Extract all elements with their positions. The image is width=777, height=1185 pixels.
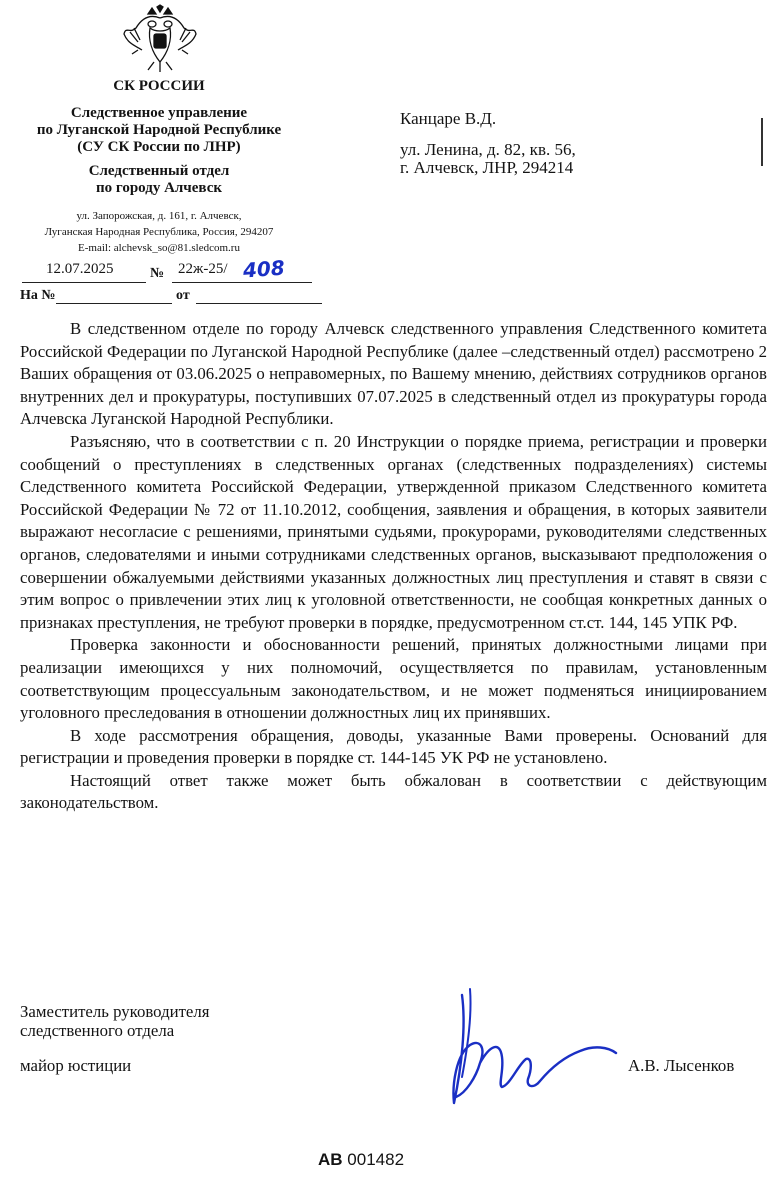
body-paragraph-5: Настоящий ответ также может быть обжалован в соответствии с действующим законодательством. (20, 770, 767, 813)
agency-name: СК РОССИИ (113, 78, 205, 94)
recipient-name: Канцаре В.Д. (400, 109, 497, 128)
form-serial-series: АВ (318, 1150, 343, 1169)
body-paragraph-3: Проверка законности и обоснованности решений, принятых должностными лицами при реализации имеющихся у них полномочий, осуществляется по правилам, установленным соответствующим процессуальным законодательством, и не может подменяться инициированием уголовного преследования в отношении должностных лиц их принявших. (20, 635, 767, 723)
body-paragraph-2: Разъясняю, что в соответствии с п. 20 Инструкции о порядке приема, регистрации и проверки сообщений о преступлениях в следственных органах (следственных подразделениях) системы Следственного комитета Российской Федерации, утвержденной приказом Следственного комитета Российской Федерации № 72 от 11.10.2012, сообщения, заявления и обращения, в которых заявители выражают несогласие с решениями, принятыми судьями, прокурорами, руководителями следственных органов, следователями и иными сотрудниками следственных органов, высказывают предположения о совершении обжалуемыми действиями указанных должностных лиц преступления и ставят в связи с этим вопрос о привлечении этих лиц к уголовной ответственности, не сообщая конкретных данных о признаках преступления, не требуют проверки в порядке, предусмотренном ст.ст. 144, 145 УПК РФ. (20, 431, 767, 632)
signer-name: А.В. Лысенков (628, 1056, 735, 1075)
office-email: E-mail: alchevsk_so@81.sledcom.ru (78, 242, 240, 254)
recipient-street: ул. Ленина, д. 82, кв. 56, (400, 140, 576, 159)
ref-label: На № (20, 288, 56, 303)
office-address-line1: ул. Запорожская, д. 161, г. Алчевск, (76, 210, 242, 222)
office-line2: по городу Алчевск (95, 180, 223, 196)
coat-of-arms-emblem (120, 4, 200, 74)
signer-rank: майор юстиции (20, 1056, 132, 1075)
department-line1: Следственное управление (70, 105, 248, 121)
letter-body (20, 318, 767, 815)
from-underline (196, 303, 322, 304)
registration-date: 12.07.2025 (46, 261, 114, 277)
office-address-line2: Луганская Народная Республика, Россия, 294207 (44, 226, 274, 238)
from-label: от (176, 288, 190, 303)
signer-position-line1: Заместитель руководителя (20, 1002, 210, 1021)
form-serial-digits: 001482 (347, 1150, 405, 1169)
office-line1: Следственный отдел (88, 163, 230, 179)
ref-underline (56, 303, 172, 304)
recipient-city: г. Алчевск, ЛНР, 294214 (400, 158, 574, 177)
date-underline (22, 282, 146, 283)
number-underline (172, 282, 312, 283)
registration-number-prefix: 22ж-25/ (178, 261, 228, 277)
body-paragraph-1: В следственном отделе по городу Алчевск следственного управления Следственного комитета Российской Федерации по Луганской Народной Республике (далее –следственный отдел) рассмотрено 2 Ваших обращения от 03.06.2025 о неправомерных, по Вашему мнению, действиях сотрудников органов внутренних дел и прокуратуры, поступивших 07.07.2025 в следственный отдел из прокуратуры города Алчевска Луганской Народной Республики. (20, 319, 767, 429)
registration-number-handwritten: 408 (242, 255, 286, 283)
body-paragraph-4: В ходе рассмотрения обращения, доводы, указанные Вами проверены. Оснований для регистрации и проведения проверки в порядке ст. 144-145 УК РФ не установлено. (20, 725, 767, 768)
signer-position-line2: следственного отдела (20, 1021, 175, 1040)
handwritten-signature (440, 985, 620, 1115)
department-line2: по Луганской Народной Республике (36, 122, 282, 138)
margin-mark (761, 118, 763, 166)
number-label: № (150, 266, 165, 281)
form-serial-number (318, 1150, 404, 1170)
department-line3: (СУ СК России по ЛНР) (77, 139, 241, 155)
